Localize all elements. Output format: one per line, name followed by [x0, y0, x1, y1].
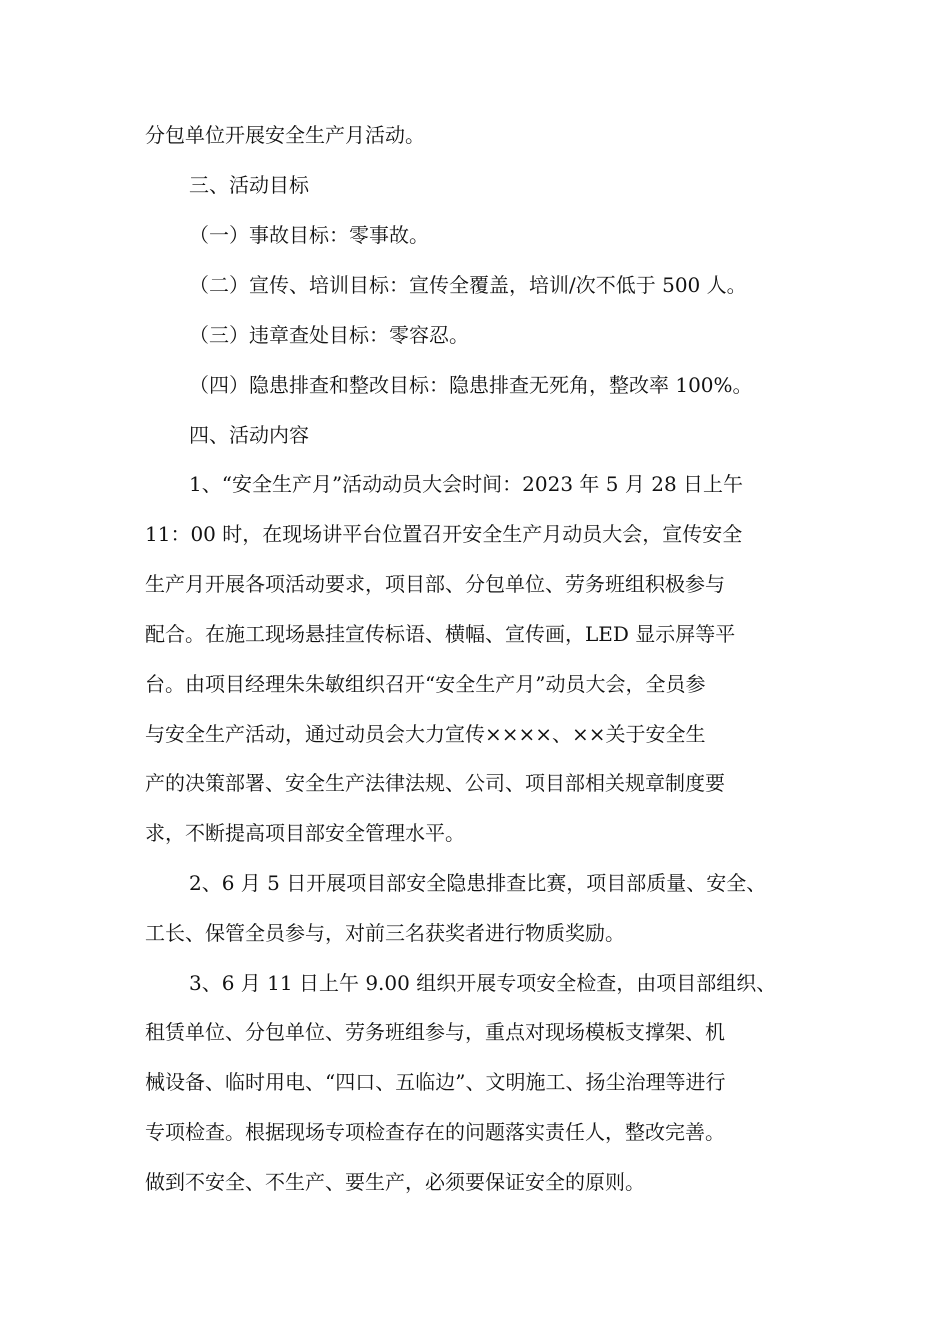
- section-heading: 四、活动内容: [189, 423, 309, 447]
- body-line: 3、6 月 11 日上午 9.00 组织开展专项安全检查，由项目部组织、: [189, 971, 777, 995]
- body-line: 1、“安全生产月”活动动员大会时间：2023 年 5 月 28 日上午: [189, 472, 744, 496]
- body-line: 2、6 月 5 日开展项目部安全隐患排查比赛，项目部质量、安全、: [189, 871, 767, 895]
- body-line: 台。由项目经理朱朱敏组织召开“安全生产月”动员大会，全员参: [145, 672, 706, 696]
- body-line: 11：00 时，在现场讲平台位置召开安全生产月动员大会，宣传安全: [145, 522, 743, 546]
- body-line: 工长、保管全员参与，对前三名获奖者进行物质奖励。: [145, 921, 625, 945]
- body-line: 产的决策部署、安全生产法律法规、公司、项目部相关规章制度要: [145, 771, 725, 795]
- body-line: 租赁单位、分包单位、劳务班组参与，重点对现场模板支撑架、机: [145, 1020, 725, 1044]
- list-item: （四）隐患排查和整改目标：隐患排查无死角，整改率 100%。: [189, 373, 753, 397]
- section-heading: 三、活动目标: [189, 173, 309, 197]
- body-line: 专项检查。根据现场专项检查存在的问题落实责任人，整改完善。: [145, 1120, 725, 1144]
- body-line: 械设备、临时用电、“四口、五临边”、文明施工、扬尘治理等进行: [145, 1070, 726, 1094]
- body-line: 做到不安全、不生产、要生产，必须要保证安全的原则。: [145, 1170, 645, 1194]
- list-item: （一）事故目标：零事故。: [189, 223, 429, 247]
- body-line: 求，不断提高项目部安全管理水平。: [145, 821, 465, 845]
- list-item: （二）宣传、培训目标：宣传全覆盖，培训/次不低于 500 人。: [189, 273, 747, 297]
- body-line: 分包单位开展安全生产月活动。: [145, 123, 425, 147]
- body-line: 配合。在施工现场悬挂宣传标语、横幅、宣传画，LED 显示屏等平: [145, 622, 736, 646]
- body-line: 生产月开展各项活动要求，项目部、分包单位、劳务班组积极参与: [145, 572, 725, 596]
- list-item: （三）违章查处目标：零容忍。: [189, 323, 469, 347]
- body-line: 与安全生产活动，通过动员会大力宣传××××、××关于安全生: [145, 722, 706, 746]
